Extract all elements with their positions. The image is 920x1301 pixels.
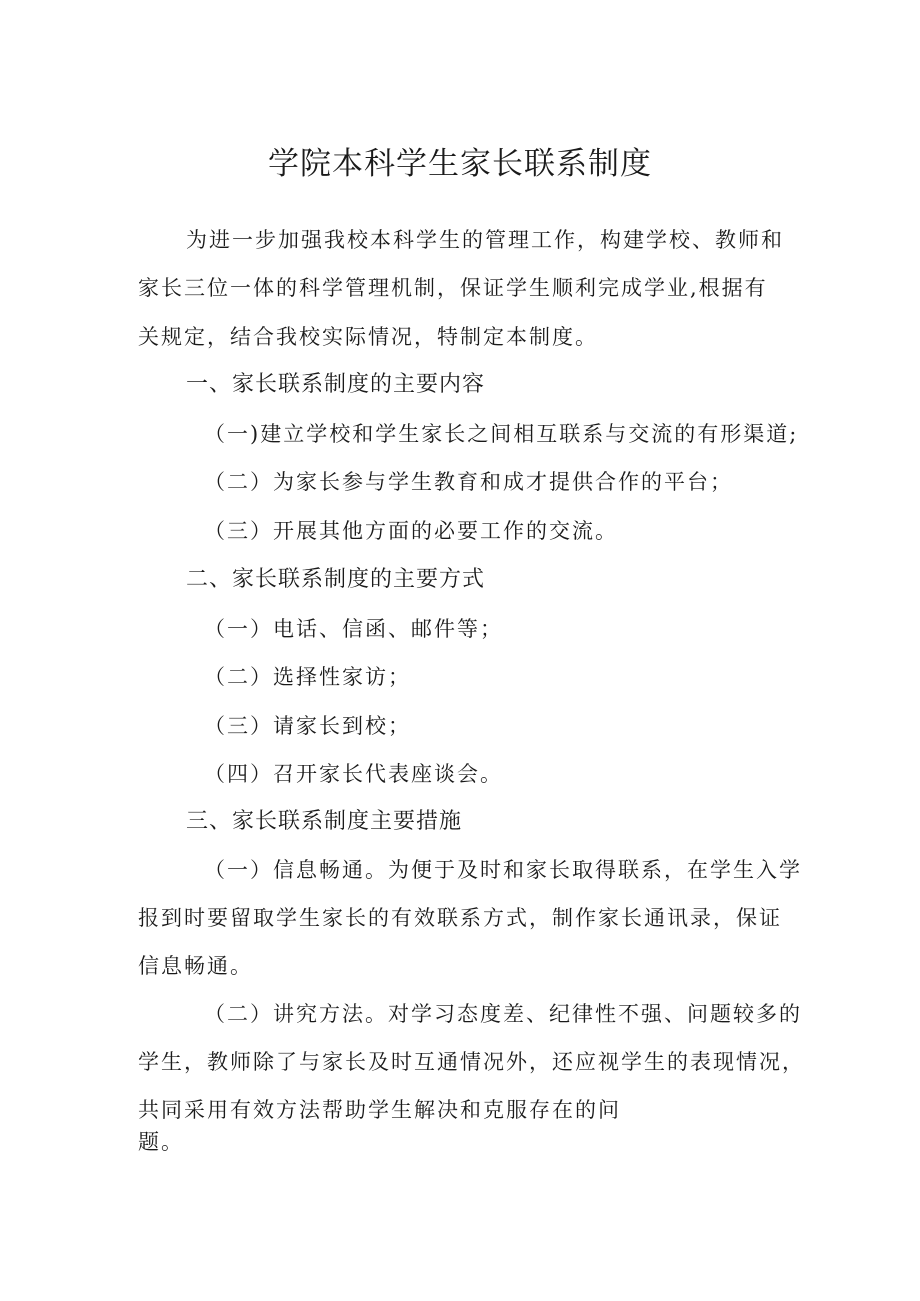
section-3-heading: 三、家长联系制度主要措施 <box>186 809 463 834</box>
section-2-item-3: （三）请家长到校； <box>204 714 411 738</box>
section-1-item-1: （一)建立学校和学生家长之间相互联系与交流的有形渠道; <box>204 422 799 446</box>
section-2-item-4: （四）召开家长代表座谈会。 <box>204 762 503 786</box>
section-3-para-2-line-4: 题。 <box>138 1130 184 1154</box>
section-3-para-1-line-3: 信息畅通。 <box>138 954 253 978</box>
section-2-heading: 二、家长联系制度的主要方式 <box>186 567 486 592</box>
section-1-item-2: （二）为家长参与学生教育和成才提供合作的平台； <box>204 470 733 494</box>
intro-line-3: 关规定，结合我校实际情况，特制定本制度。 <box>138 325 598 349</box>
section-1-item-3: （三）开展其他方面的必要工作的交流。 <box>204 519 618 543</box>
section-3-para-1-line-1: （一）信息畅通。为便于及时和家长取得联系，在学生入学 <box>204 858 802 882</box>
document-title: 学院本科学生家长联系制度 <box>268 146 652 182</box>
intro-line-2: 家长三位一体的科学管理机制，保证学生顺利完成学业,根据有 <box>138 276 768 300</box>
section-1-heading: 一、家长联系制度的主要内容 <box>186 372 486 397</box>
section-2-item-1: （一）电话、信函、邮件等； <box>204 617 503 641</box>
section-3-para-2-line-3: 共同采用有效方法帮助学生解决和克服存在的问 <box>138 1098 621 1122</box>
intro-line-1: 为进一步加强我校本科学生的管理工作，构建学校、教师和 <box>186 228 784 252</box>
section-2-item-2: （二）选择性家访； <box>204 665 411 689</box>
section-3-para-2-line-1: （二）讲究方法。对学习态度差、纪律性不强、问题较多的 <box>204 1002 802 1026</box>
section-3-para-2-line-2: 学生，教师除了与家长及时互通情况外，还应视学生的表现情况， <box>138 1050 805 1074</box>
section-3-para-1-line-2: 报到时要留取学生家长的有效联系方式，制作家长通讯录，保证 <box>138 906 782 930</box>
